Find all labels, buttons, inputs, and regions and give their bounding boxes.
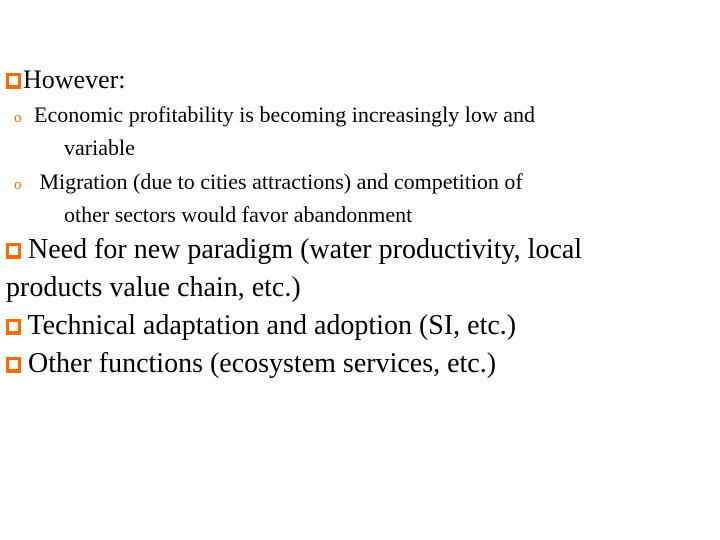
sub-item-1 [14, 102, 535, 128]
main-item-1 [6, 234, 582, 266]
main-item-3 [6, 348, 496, 380]
hollow-square-icon [6, 357, 21, 373]
main-item-3-line1: Other functions (ecosystem services, etc.) [28, 348, 497, 379]
main-item-2 [6, 310, 516, 342]
main-item-1-cont [6, 272, 301, 304]
sub-item-2-cont [64, 202, 412, 228]
hollow-square-icon [6, 243, 21, 259]
heading [6, 65, 126, 95]
hollow-square-icon [6, 319, 21, 335]
main-item-1-line2: products value chain, etc.) [6, 272, 301, 303]
sub-item-2 [14, 169, 523, 195]
sub-item-2-line1: Migration (due to cities attractions) and competition of [34, 169, 523, 194]
sub-item-1-cont [64, 135, 135, 161]
main-item-1-line1: Need for new paradigm (water productivity, local [28, 234, 583, 265]
circle-icon: o [14, 177, 22, 193]
sub-item-1-line1: Economic profitability is becoming increasingly low and [34, 102, 535, 127]
sub-item-2-line2: other sectors would favor abandonment [64, 202, 413, 227]
circle-icon: o [14, 110, 22, 126]
heading-text: However: [23, 65, 126, 94]
sub-item-1-line2: variable [64, 135, 135, 160]
main-item-2-line1: Technical adaptation and adoption (SI, etc.) [27, 310, 517, 341]
hollow-square-icon [6, 73, 21, 89]
